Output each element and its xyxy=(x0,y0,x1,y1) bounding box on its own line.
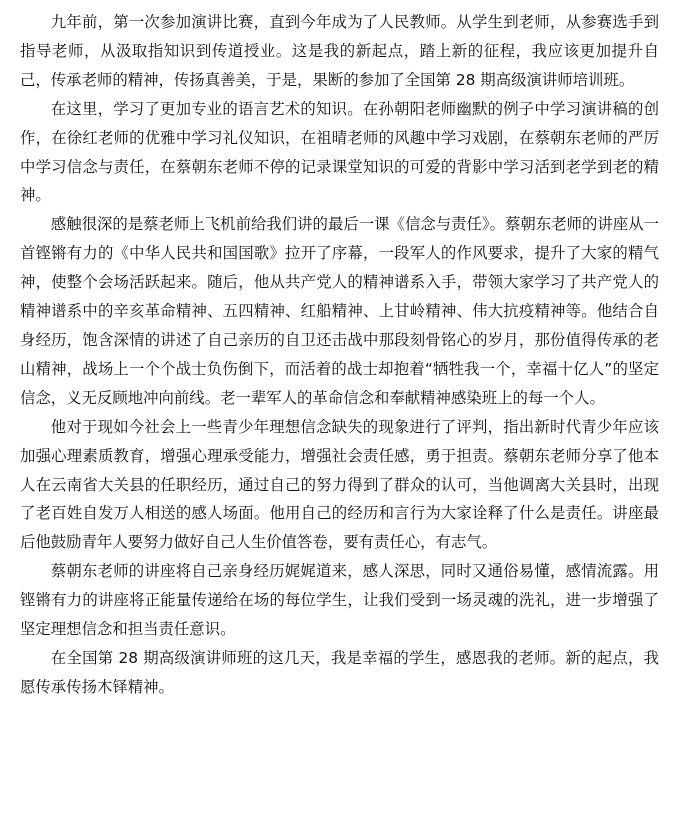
paragraph-2: 在这里，学习了更加专业的语言艺术的知识。在孙朝阳老师幽默的例子中学习演讲稿的创作，在徐红老师的优雅中学习礼仪知识，在祖晴老师的风趣中学习戏剧，在蔡朝东老师的严厉中学习信念与责任，在蔡朝东老师不停的记录课堂知识的可爱的背影中学习活到老学到老的精神。 xyxy=(20,99,659,205)
paragraph-6: 在全国第 28 期高级演讲师班的这几天，我是幸福的学生，感恩我的老师。新的起点，我愿传承传扬木铎精神。 xyxy=(20,648,659,696)
paragraph-4: 他对于现如今社会上一些青少年理想信念缺失的现象进行了评判，指出新时代青少年应该加强心理素质教育，增强心理承受能力，增强社会责任感，勇于担责。蔡朝东老师分享了他本人在云南省大关县的任职经历，通过自己的努力得到了群众的认可，当他调离大关县时，出现了老百姓自发万人相送的感人场面。他用自己的经历和言行为大家诠释了什么是责任。讲座最后他鼓励青年人要努力做好自己人生价值答卷，要有责任心，有志气。 xyxy=(20,417,659,552)
paragraph-1: 九年前，第一次参加演讲比赛，直到今年成为了人民教师。从学生到老师，从参赛选手到指导老师，从汲取指知识到传道授业。这是我的新起点，踏上新的征程，我应该更加提升自己，传承老师的精神，传扬真善美，于是，果断的参加了全国第 28 期高级演讲师培训班。 xyxy=(20,13,659,89)
paragraph-5: 蔡朝东老师的讲座将自己亲身经历娓娓道来，感人深思，同时又通俗易懂，感情流露。用铿锵有力的讲座将正能量传递给在场的每位学生，让我们受到一场灵魂的洗礼，进一步增强了坚定理想信念和担当责任意识。 xyxy=(20,562,659,639)
paragraph-3: 感触很深的是蔡老师上飞机前给我们讲的最后一课《信念与责任》。蔡朝东老师的讲座从一首铿锵有力的《中华人民共和国国歌》拉开了序幕，一段军人的作风要求，提升了大家的精气神，使整个会场活跃起来。随后，他从共产党人的精神谱系入手，带领大家学习了共产党人的精神谱系中的辛亥革命精神、五四精神、红船精神、上甘岭精神、伟大抗疫精神等。他结合自身经历，饱含深情的讲述了自己亲历的自卫还击战中那段刻骨铭心的岁月，那份值得传承的老山精神，战场上一个个战士负伤倒下，而活着的战士却抱着“牺牲我一个，幸福十亿人”的坚定信念，义无反顾地冲向前线。老一辈军人的革命信念和奉献精神感染班上的每一个人。 xyxy=(20,215,659,407)
